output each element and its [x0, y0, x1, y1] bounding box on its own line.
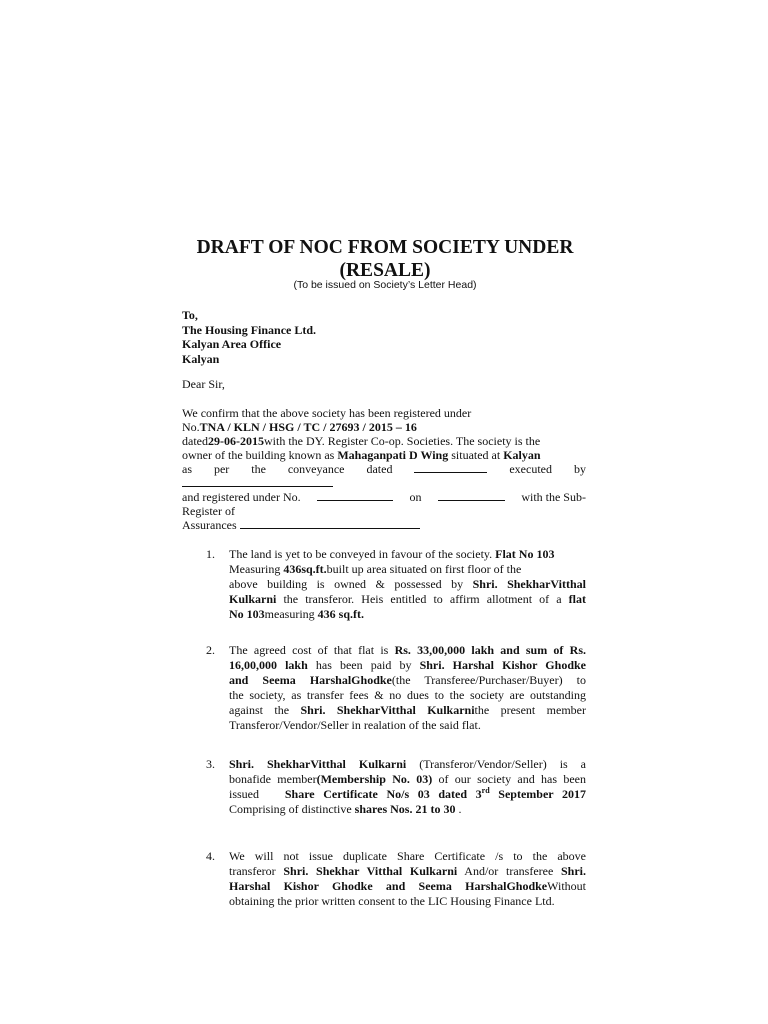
intro-line-8: Register of: [182, 504, 235, 518]
item-number: 1.: [206, 547, 215, 561]
text: the present member: [474, 703, 586, 717]
dated-label: dated: [182, 434, 208, 448]
conveyance-date-blank: [414, 462, 487, 473]
transferee-name: and Seema HarshalGhodke: [229, 673, 392, 687]
text: Comprising of distinctive: [229, 802, 355, 816]
text: issued: [229, 787, 259, 801]
document-subtitle: (To be issued on Society’s Letter Head): [293, 279, 477, 291]
building-place: Kalyan: [503, 448, 541, 462]
word: dated: [366, 462, 393, 476]
intro-line-7: [182, 490, 586, 504]
text: Transferor/Vendor/Seller in realation of the said flat.: [229, 718, 481, 732]
owner-text: owner of the building known as: [182, 448, 338, 462]
transferor-name: Shri. Shekhar Vitthal Kulkarni: [283, 864, 458, 878]
ordinal-suffix: rd: [481, 786, 490, 795]
area: 436sq.ft.: [283, 562, 327, 576]
text: (Transferor/Vendor/Seller) is a: [406, 757, 586, 771]
share-numbers: shares Nos. 21 to 30: [354, 802, 456, 816]
word: on: [409, 490, 422, 504]
text: measuring: [264, 607, 318, 621]
text: .: [455, 802, 462, 816]
assurances-blank: [240, 518, 420, 529]
text: (the Transferee/Purchaser/Buyer) to: [391, 673, 586, 687]
text: obtaining the prior written consent to the LIC Housing Finance Ltd.: [229, 894, 555, 908]
text: The agreed cost of that flat is: [229, 643, 395, 657]
text: built up area situated on first floor of the: [326, 562, 522, 576]
registration-no-blank: [317, 490, 393, 501]
item-text: [229, 643, 586, 733]
transferee-name: Harshal Kishor Ghodke and Seema HarshalGhodke: [229, 879, 548, 893]
text: And/or transferee: [457, 864, 561, 878]
title-line-1: DRAFT OF NOC FROM SOCIETY UNDER: [196, 237, 574, 258]
share-certificate: [285, 787, 586, 801]
transferee-name: Shri. Harshal Kishor Ghodke: [419, 658, 586, 672]
transferor-name: Shri. ShekharVitthal: [472, 577, 586, 591]
situated-text: situated at: [448, 448, 504, 462]
item-text: [229, 547, 586, 622]
text: Shri.: [561, 864, 587, 878]
word: executed: [509, 462, 552, 476]
intro-line-9: [182, 518, 586, 532]
item-number: 2.: [206, 643, 215, 657]
amount-paid: 16,00,000 lakh: [229, 658, 308, 672]
executed-by-blank: [182, 476, 333, 487]
registered-text: and registered under No.: [182, 490, 301, 504]
title-line-2: (RESALE): [339, 260, 431, 281]
registration-date: 29-06-2015: [208, 434, 264, 448]
text: against the: [229, 703, 301, 717]
reg-no-label: No.: [182, 420, 200, 434]
flat-number: No 103: [229, 607, 265, 621]
agreed-cost: Rs. 33,00,000 lakh and sum of Rs.: [394, 643, 586, 657]
text: transferor: [229, 864, 284, 878]
transferor-name: Shri. ShekharVitthal Kulkarni: [229, 757, 407, 771]
address-city: Kalyan: [182, 351, 220, 366]
intro-line-6: [182, 476, 586, 490]
intro-line-5: [182, 462, 586, 476]
building-name: Mahaganpati D Wing: [337, 448, 449, 462]
item-number: 4.: [206, 849, 215, 863]
text: above building is owned & possessed by: [229, 577, 473, 591]
assurances-text: Assurances: [182, 518, 237, 532]
sub-register-text: with the Sub-: [521, 490, 586, 504]
text: of our society and has been: [432, 772, 586, 786]
membership-number: (Membership No. 03): [316, 772, 433, 786]
address-office: Kalyan Area Office: [182, 337, 282, 351]
text: Measuring: [229, 562, 284, 576]
text: bonafide member: [229, 772, 317, 786]
text: Without: [547, 879, 586, 893]
word: as: [182, 462, 192, 476]
text: The land is yet to be conveyed in favour of the society.: [229, 547, 496, 561]
flat-number: Flat No 103: [495, 547, 555, 561]
area: 436 sq.ft.: [317, 607, 365, 621]
word: the: [251, 462, 266, 476]
word: by: [573, 462, 586, 476]
intro-line-3: [182, 434, 586, 448]
salutation: Dear Sir,: [182, 377, 225, 391]
registration-date-blank: [438, 490, 505, 501]
text: Share Certificate No/s 03 dated 3: [284, 787, 482, 801]
address-to: To,: [182, 308, 198, 322]
item-text: [229, 849, 586, 909]
text: has been paid by: [307, 658, 420, 672]
item-text: [229, 757, 586, 817]
word: conveyance: [287, 462, 345, 476]
word: per: [213, 462, 230, 476]
text: flat: [568, 592, 586, 606]
text: the transferor. Heis entitled to affirm allotment of a: [276, 592, 569, 606]
transferor-name: Shri. ShekharVitthal Kulkarni: [300, 703, 475, 717]
intro-line-4: [182, 448, 586, 462]
text: the society, as transfer fees & no dues to the society are outstanding: [229, 688, 586, 702]
text: September 2017: [489, 787, 587, 801]
recipient-address: [182, 308, 316, 366]
intro-line-3-text: with the DY. Register Co-op. Societies. The society is the: [264, 434, 541, 448]
text: We will not issue duplicate Share Certificate /s to the above: [229, 849, 586, 863]
registration-number: TNA / KLN / HSG / TC / 27693 / 2015 – 16: [199, 420, 417, 434]
address-company: The Housing Finance Ltd.: [182, 322, 317, 337]
transferor-name: Kulkarni: [229, 592, 277, 606]
document-title: [160, 236, 610, 282]
intro-line-1: We confirm that the above society has been registered under: [182, 406, 472, 420]
intro-paragraph: [182, 406, 586, 532]
intro-line-2: [182, 420, 586, 434]
item-number: 3.: [206, 757, 215, 771]
